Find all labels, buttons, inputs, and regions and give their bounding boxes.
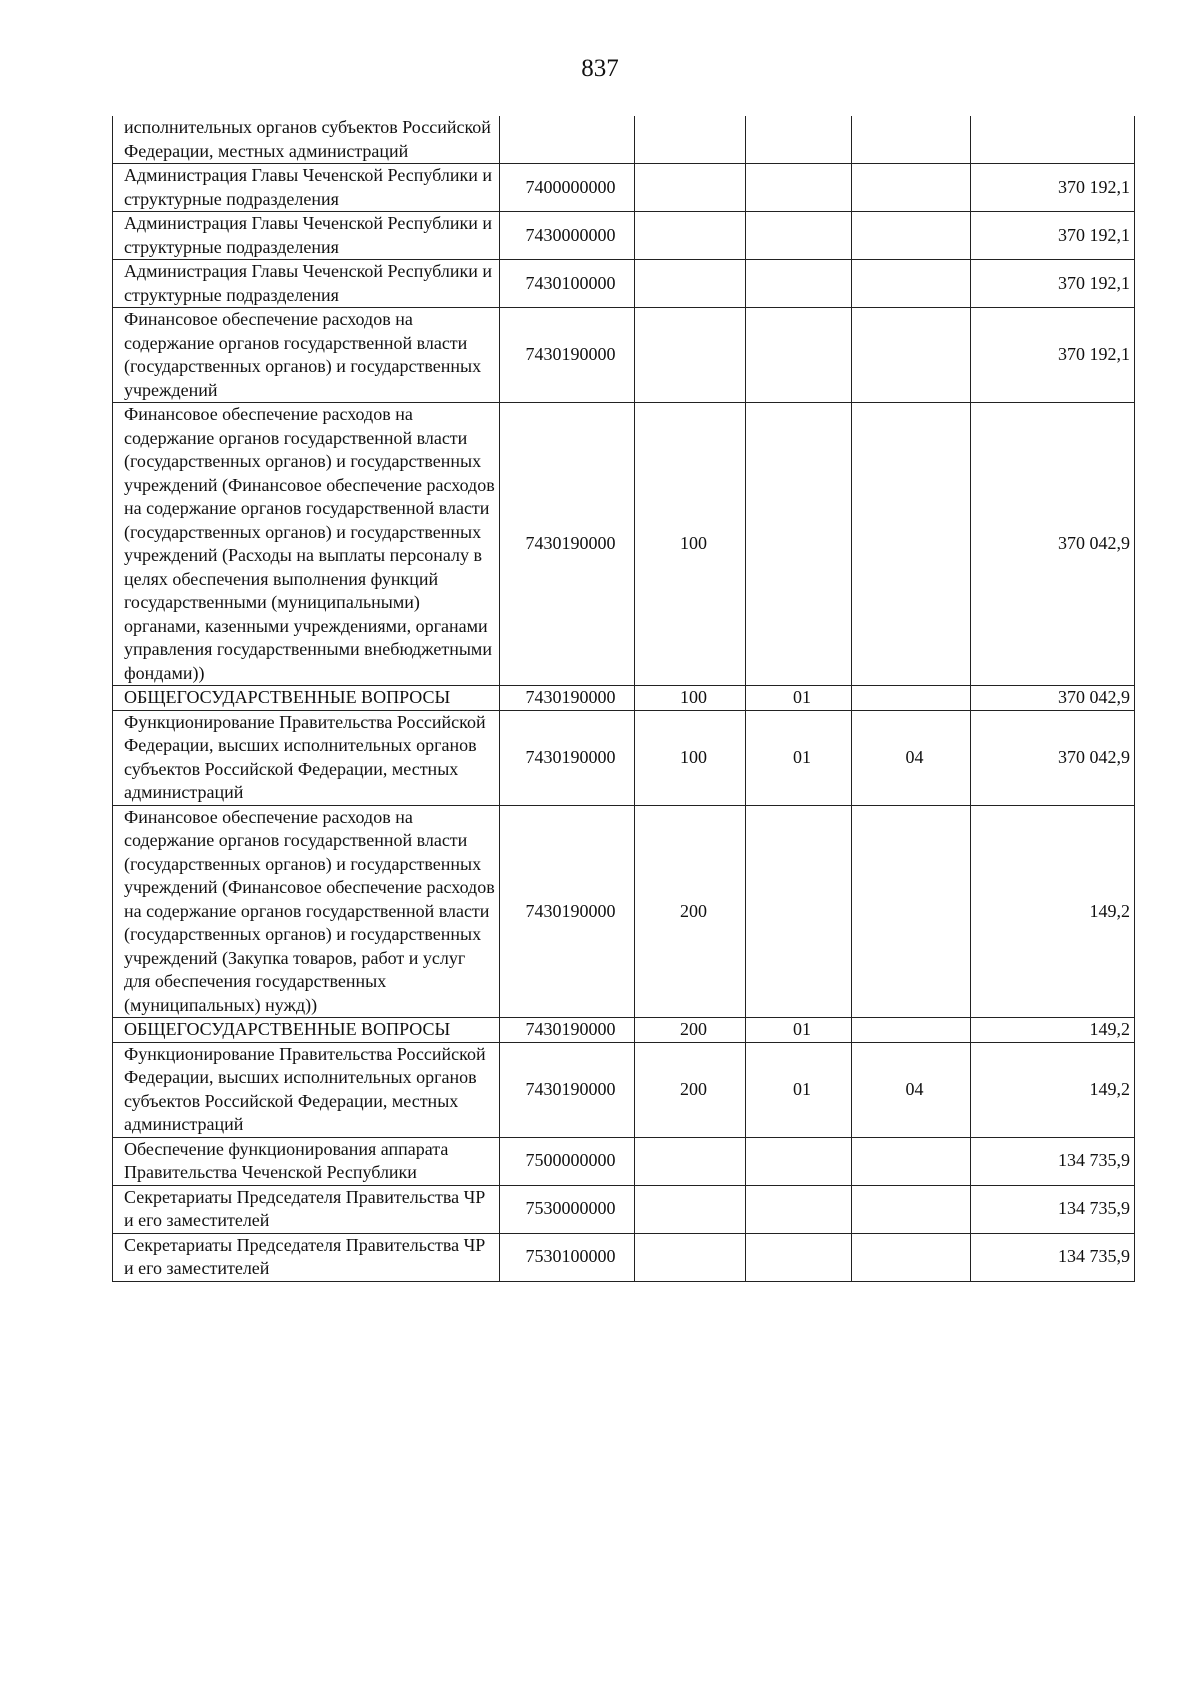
row-name-cell: Функционирование Правительства Российской Федерации, высших исполнительных органов субъектов Российской Федерации, местных администраций [113,710,500,805]
table-row [113,710,1135,805]
table-row [113,116,1135,164]
target-code-cell: 7430000000 [500,212,635,260]
expense-type-cell: 100 [635,403,746,686]
table-row [113,212,1135,260]
expense-type-cell: 200 [635,805,746,1018]
amount-cell: 370 192,1 [971,164,1135,212]
target-code-cell: 7430190000 [500,686,635,711]
section-cell [746,1137,852,1185]
amount-cell: 370 042,9 [971,710,1135,805]
target-code-cell: 7500000000 [500,1137,635,1185]
table-row [113,1233,1135,1281]
amount-cell: 370 042,9 [971,686,1135,711]
subsection-cell [852,686,971,711]
amount-cell: 370 042,9 [971,403,1135,686]
expense-type-cell [635,1233,746,1281]
subsection-cell [852,1018,971,1043]
target-code-cell: 7430190000 [500,1018,635,1043]
row-name-cell: Финансовое обеспечение расходов на содержание органов государственной власти (государственных органов) и государственных учреждений (Финансовое обеспечение расходов на содержание органов государственной власти (государственных органов) и государственных учреждений (Закупка товаров, работ и услуг для обеспечения государственных (муниципальных) нужд)) [113,805,500,1018]
row-name-cell: исполнительных органов субъектов Российской Федерации, местных администраций [113,116,500,164]
budget-table-body [113,116,1135,1281]
amount-cell: 134 735,9 [971,1233,1135,1281]
table-row [113,686,1135,711]
row-name-cell: Администрация Главы Чеченской Республики и структурные подразделения [113,164,500,212]
expense-type-cell [635,164,746,212]
section-cell [746,116,852,164]
row-name-cell: Финансовое обеспечение расходов на содержание органов государственной власти (государственных органов) и государственных учреждений (Финансовое обеспечение расходов на содержание органов государственной власти (государственных органов) и государственных учреждений (Расходы на выплаты персоналу в целях обеспечения выполнения функций государственными (муниципальными) органами, казенными учреждениями, органами управления государственными внебюджетными фондами)) [113,403,500,686]
row-name-cell: Финансовое обеспечение расходов на содержание органов государственной власти (государственных органов) и государственных учреждений [113,308,500,403]
expense-type-cell [635,260,746,308]
table-row [113,1042,1135,1137]
target-code-cell: 7530000000 [500,1185,635,1233]
row-name-cell: Администрация Главы Чеченской Республики и структурные подразделения [113,212,500,260]
expense-type-cell [635,116,746,164]
subsection-cell: 04 [852,1042,971,1137]
expense-type-cell [635,212,746,260]
subsection-cell [852,164,971,212]
amount-cell: 149,2 [971,805,1135,1018]
budget-table [112,116,1135,1282]
section-cell [746,805,852,1018]
subsection-cell [852,1137,971,1185]
amount-cell: 370 192,1 [971,260,1135,308]
subsection-cell [852,212,971,260]
expense-type-cell: 200 [635,1042,746,1137]
expense-type-cell [635,1137,746,1185]
target-code-cell: 7530100000 [500,1233,635,1281]
amount-cell: 149,2 [971,1018,1135,1043]
expense-type-cell [635,308,746,403]
target-code-cell: 7430100000 [500,260,635,308]
expense-type-cell: 200 [635,1018,746,1043]
amount-cell: 149,2 [971,1042,1135,1137]
section-cell [746,1233,852,1281]
subsection-cell: 04 [852,710,971,805]
table-row [113,1018,1135,1043]
row-name-cell: ОБЩЕГОСУДАРСТВЕННЫЕ ВОПРОСЫ [113,1018,500,1043]
row-name-cell: Администрация Главы Чеченской Республики и структурные подразделения [113,260,500,308]
section-cell [746,403,852,686]
target-code-cell: 7430190000 [500,710,635,805]
subsection-cell [852,260,971,308]
table-row [113,164,1135,212]
subsection-cell [852,805,971,1018]
table-row [113,308,1135,403]
table-row [113,403,1135,686]
section-cell: 01 [746,1042,852,1137]
subsection-cell [852,1233,971,1281]
amount-cell: 370 192,1 [971,308,1135,403]
target-code-cell: 7430190000 [500,403,635,686]
target-code-cell: 7430190000 [500,308,635,403]
section-cell [746,308,852,403]
table-row [113,260,1135,308]
expense-type-cell: 100 [635,686,746,711]
row-name-cell: Секретариаты Председателя Правительства ЧР и его заместителей [113,1185,500,1233]
expense-type-cell: 100 [635,710,746,805]
section-cell [746,260,852,308]
expense-type-cell [635,1185,746,1233]
amount-cell: 370 192,1 [971,212,1135,260]
section-cell: 01 [746,710,852,805]
section-cell [746,164,852,212]
subsection-cell [852,1185,971,1233]
row-name-cell: Обеспечение функционирования аппарата Правительства Чеченской Республики [113,1137,500,1185]
row-name-cell: ОБЩЕГОСУДАРСТВЕННЫЕ ВОПРОСЫ [113,686,500,711]
section-cell [746,1185,852,1233]
subsection-cell [852,116,971,164]
section-cell: 01 [746,686,852,711]
table-row [113,1185,1135,1233]
subsection-cell [852,308,971,403]
section-cell [746,212,852,260]
amount-cell: 134 735,9 [971,1185,1135,1233]
target-code-cell: 7400000000 [500,164,635,212]
table-row [113,1137,1135,1185]
subsection-cell [852,403,971,686]
amount-cell [971,116,1135,164]
target-code-cell: 7430190000 [500,1042,635,1137]
target-code-cell [500,116,635,164]
section-cell: 01 [746,1018,852,1043]
amount-cell: 134 735,9 [971,1137,1135,1185]
target-code-cell: 7430190000 [500,805,635,1018]
row-name-cell: Секретариаты Председателя Правительства ЧР и его заместителей [113,1233,500,1281]
page-number: 837 [581,55,619,82]
table-row [113,805,1135,1018]
row-name-cell: Функционирование Правительства Российской Федерации, высших исполнительных органов субъектов Российской Федерации, местных администраций [113,1042,500,1137]
